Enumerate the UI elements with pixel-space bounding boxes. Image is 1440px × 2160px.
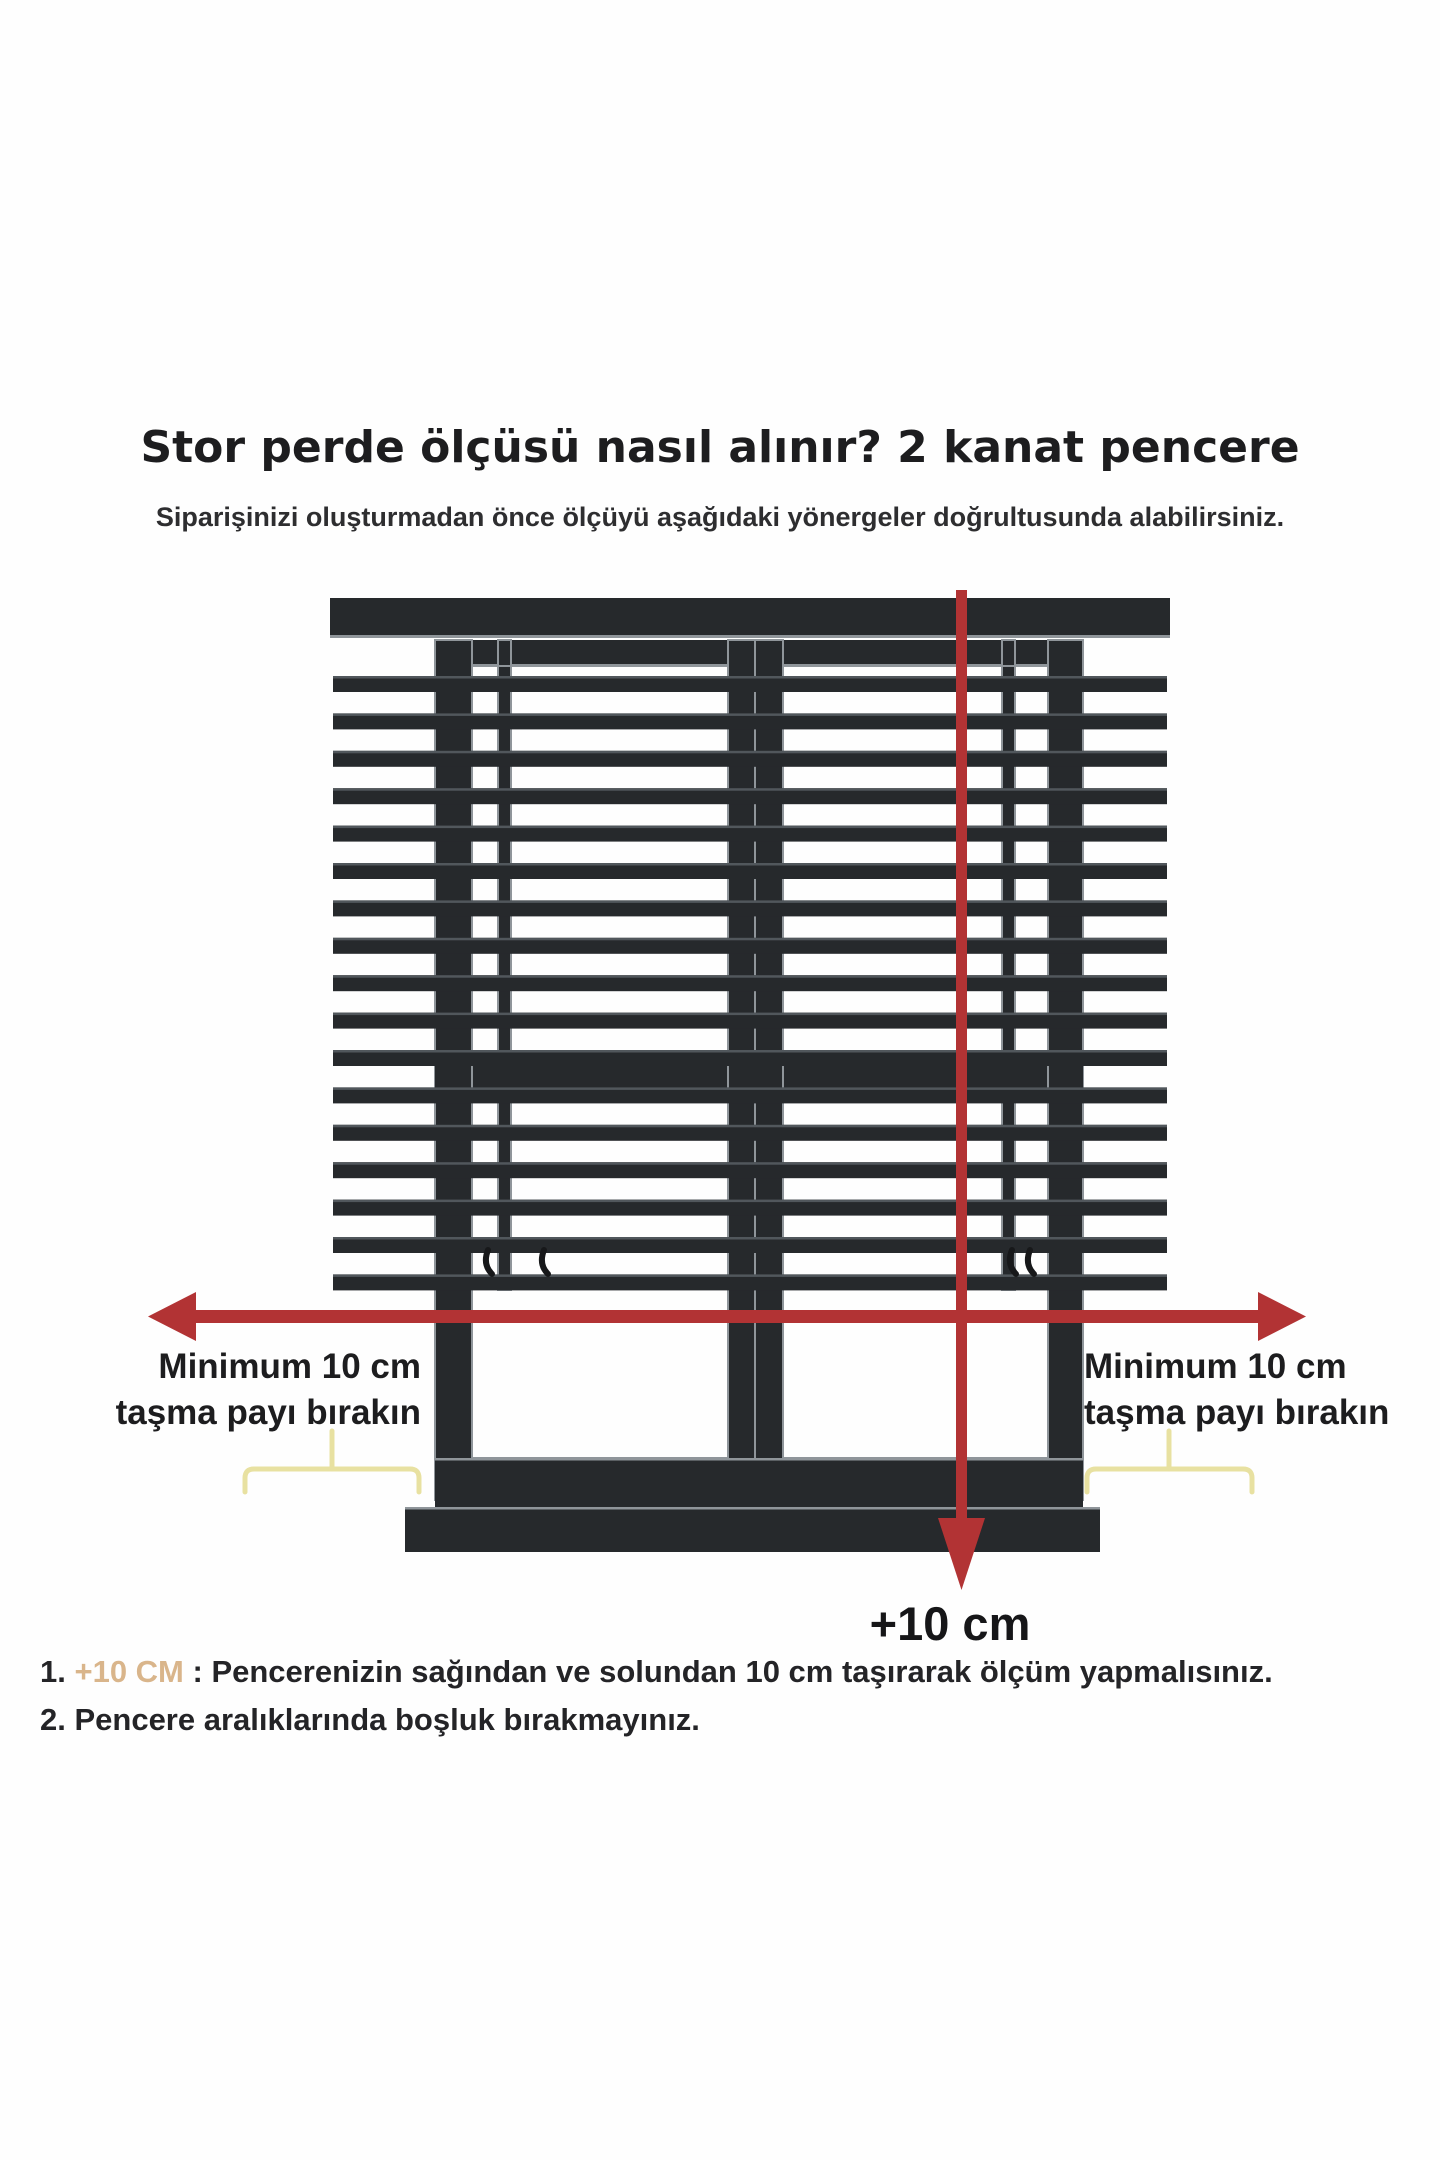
footer-notes — [40, 1648, 1420, 1744]
right-overhang-label-line2: taşma payı bırakın — [1084, 1393, 1390, 1432]
pull-hook-icon — [542, 1250, 548, 1274]
right-bracket-icon — [1087, 1469, 1252, 1492]
note-line-2 — [40, 1696, 1420, 1744]
pull-hook-icon — [1028, 1250, 1034, 1274]
note-number: 2. — [40, 1702, 66, 1737]
page-title: Stor perde ölçüsü nasıl alınır? 2 kanat pencere — [140, 422, 1300, 473]
page-subtitle: Siparişinizi oluşturmadan önce ölçüyü aşağıdaki yönergeler doğrultusunda alabilirsiniz. — [155, 502, 1285, 532]
right-overhang-label-line1: Minimum 10 cm — [1084, 1347, 1347, 1386]
left-bracket-icon — [245, 1469, 419, 1492]
note-text: : Pencerenizin sağından ve solundan 10 cm taşırarak ölçüm yapmalısınız. — [183, 1654, 1273, 1689]
note-line-1 — [40, 1648, 1420, 1696]
arrow-right-icon — [1258, 1292, 1306, 1341]
note-number: 1. — [40, 1654, 66, 1689]
left-overhang-label-line2: taşma payı bırakın — [115, 1393, 421, 1432]
window-sill — [405, 1507, 1100, 1552]
window-left-sash-line — [498, 640, 511, 1290]
note-text: Pencere aralıklarında boşluk bırakmayınız. — [65, 1702, 700, 1737]
arrow-down-icon — [938, 1518, 985, 1590]
pull-hook-icon — [486, 1250, 492, 1274]
left-overhang-label-line1: Minimum 10 cm — [158, 1347, 421, 1386]
arrow-left-icon — [148, 1292, 196, 1341]
window-right-sash-line — [1002, 640, 1015, 1290]
window-bottom-rail — [435, 1458, 1083, 1507]
plus-10cm-label: +10 cm — [869, 1597, 1031, 1650]
note-highlight: +10 CM — [65, 1654, 184, 1689]
blind-cassette — [330, 598, 1170, 638]
